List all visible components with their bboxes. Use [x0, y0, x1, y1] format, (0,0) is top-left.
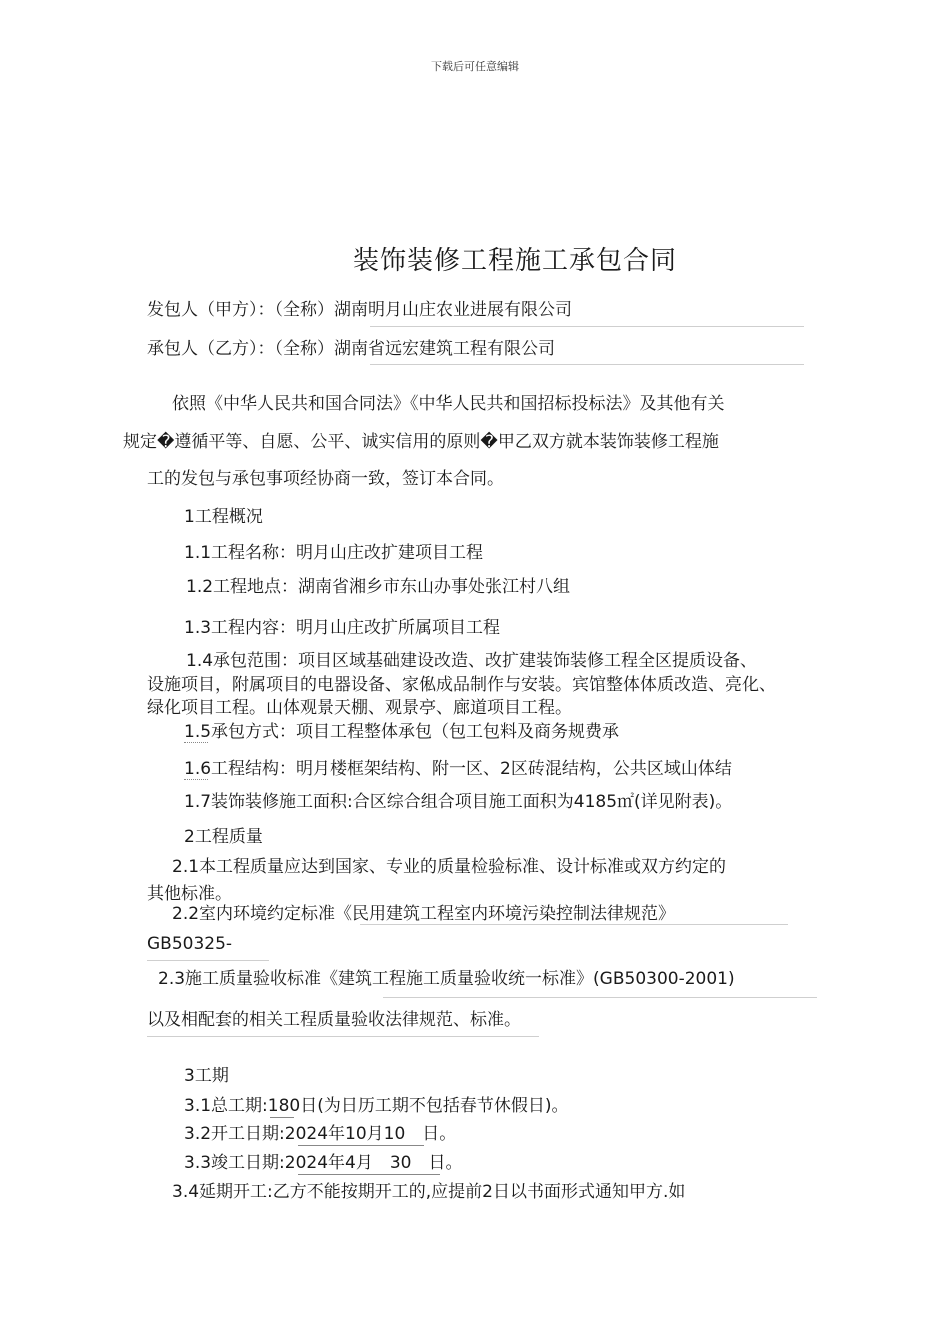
item-3-4: 3.4延期开工:乙方不能按期开工的,应提前2日以书面形式通知甲方.如: [172, 1182, 686, 1202]
item-1-3: 1.3工程内容：明月山庄改扩所属项目工程: [184, 618, 501, 638]
preamble-line-3: 工的发包与承包事项经协商一致，签订本合同。: [147, 469, 504, 489]
section-2-heading: 2工程质量: [184, 827, 263, 847]
contract-title: 装饰装修工程施工承包合同: [352, 246, 677, 276]
item-2-2-underline: [360, 924, 788, 925]
item-3-1: 3.1总工期:180日(为日历工期不包括春节休假日)。: [184, 1096, 569, 1116]
item-2-2-line-2-underline: [147, 960, 269, 961]
item-1-4-line-3: 绿化项目工程。山体观景天棚、观景亭、廊道项目工程。: [147, 698, 572, 718]
item-2-3-line-2-underline: [147, 1036, 539, 1037]
item-1-2: 1.2工程地点：湖南省湘乡市东山办事处张江村八组: [186, 577, 571, 597]
item-1-7: 1.7装饰装修施工面积:合区综合组合项目施工面积为4185㎡(详见附表)。: [184, 792, 733, 812]
item-2-3-line-1: 2.3施工质量验收标准《建筑工程施工质量验收统一标准》(GB50300-2001): [158, 969, 735, 989]
item-1-6-mark: [184, 779, 208, 780]
item-1-5-mark: [184, 742, 208, 743]
section-1-heading: 1工程概况: [184, 507, 263, 527]
party-b-underline: [370, 364, 804, 365]
item-1-1: 1.1工程名称：明月山庄改扩建项目工程: [184, 543, 484, 563]
item-1-5: 1.5承包方式：项目工程整体承包（包工包料及商务规费承: [184, 722, 620, 742]
section-3-heading: 3工期: [184, 1066, 229, 1086]
party-b: 承包人（乙方）：（全称）湖南省远宏建筑工程有限公司: [147, 339, 555, 359]
item-3-3-underline: [298, 1174, 440, 1175]
item-3-3: 3.3竣工日期:2024年4月 30 日。: [184, 1153, 463, 1173]
item-2-1-line-2: 其他标准。: [147, 884, 232, 904]
item-3-1-underline: [270, 1117, 294, 1118]
party-a: 发包人（甲方）：（全称）湖南明月山庄农业进展有限公司: [147, 300, 572, 320]
item-1-4-line-1: 1.4承包范围：项目区域基础建设改造、改扩建装饰装修工程全区提质设备、: [186, 651, 758, 671]
preamble-line-2: 规定�遵循平等、自愿、公平、诚实信用的原则�甲乙双方就本装饰装修工程施: [123, 432, 719, 452]
item-1-6: 1.6工程结构：明月楼框架结构、附一区、2区砖混结构，公共区域山体结: [184, 759, 732, 779]
item-2-3-underline: [383, 997, 817, 998]
item-2-2-line-1: 2.2室内环境约定标准《民用建筑工程室内环境污染控制法律规范》: [172, 904, 676, 924]
item-1-4-line-2: 设施项目，附属项目的电器设备、家俬成品制作与安装。宾馆整体体质改造、亮化、: [147, 675, 776, 695]
preamble-line-1: 依照《中华人民共和国合同法》《中华人民共和国招标投标法》及其他有关: [172, 394, 725, 414]
party-a-underline: [370, 326, 804, 327]
item-2-1-line-1: 2.1本工程质量应达到国家、专业的质量检验标准、设计标准或双方约定的: [172, 857, 727, 877]
item-3-2: 3.2开工日期:2024年10月10 日。: [184, 1124, 457, 1144]
item-2-3-line-2: 以及相配套的相关工程质量验收法律规范、标准。: [147, 1010, 521, 1030]
header-note: 下载后可任意编辑: [431, 60, 519, 73]
item-3-2-underline: [298, 1145, 424, 1146]
item-2-2-line-2: GB50325-: [147, 934, 233, 954]
